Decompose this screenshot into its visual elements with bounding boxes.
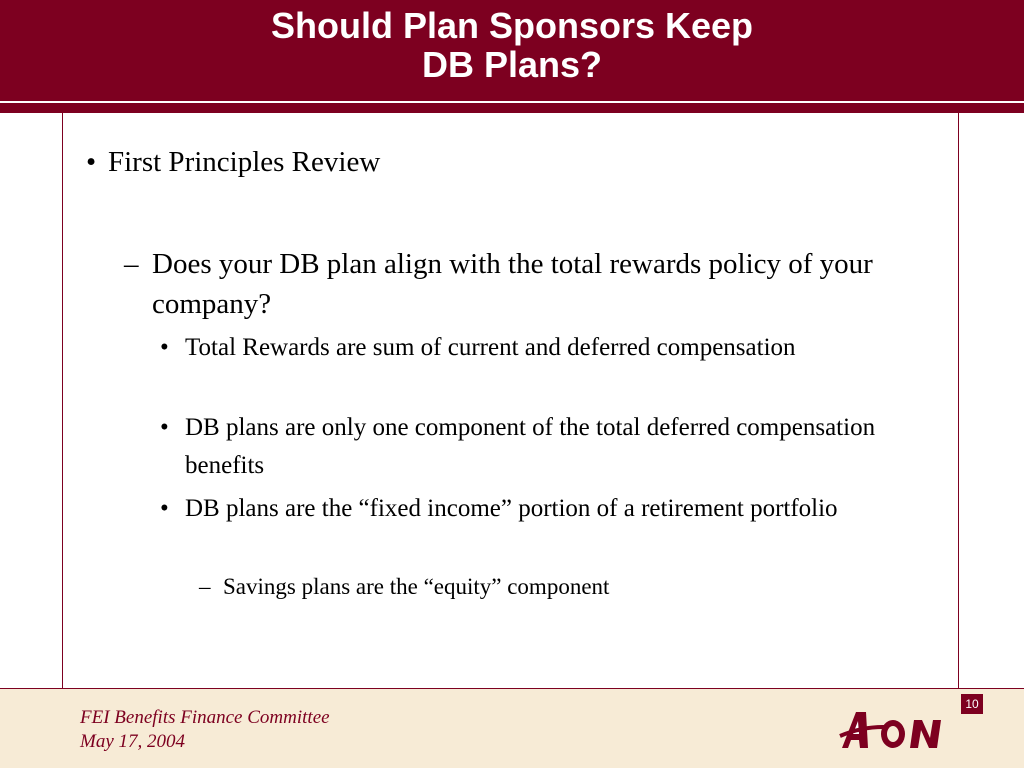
point-fixed-income bbox=[160, 490, 920, 528]
point-text: DB plans are the “fixed income” portion of a retirement portfolio bbox=[185, 495, 838, 522]
point-total-rewards bbox=[160, 329, 920, 367]
slide-title bbox=[0, 6, 1024, 84]
right-border-line bbox=[958, 113, 959, 768]
bullet-marker: • bbox=[160, 334, 169, 361]
point-db-component bbox=[160, 409, 920, 485]
sub-point-savings-plans bbox=[199, 572, 609, 602]
slide-title-line-1: Should Plan Sponsors Keep bbox=[270, 5, 754, 46]
dash-marker: – bbox=[124, 248, 139, 280]
footer-caption bbox=[80, 706, 330, 754]
footer-committee: FEI Benefits Finance Committee bbox=[80, 707, 330, 728]
point-text: DB plans are only one component of the total deferred compensation benefits bbox=[185, 414, 876, 479]
slide-title-line-2: DB Plans? bbox=[421, 44, 603, 85]
dash-marker: – bbox=[199, 574, 211, 599]
page-number-badge: 10 bbox=[961, 694, 983, 714]
bullet-first-principles bbox=[86, 143, 380, 181]
sub-bullet-text: Does your DB plan align with the total rewards policy of your company? bbox=[152, 248, 873, 320]
point-text: Total Rewards are sum of current and deferred compensation bbox=[185, 334, 796, 361]
aon-logo-icon bbox=[838, 706, 948, 754]
bullet-text: First Principles Review bbox=[108, 146, 381, 178]
aon-logo bbox=[838, 706, 948, 754]
bullet-marker: • bbox=[160, 414, 169, 441]
bullet-marker: • bbox=[86, 146, 97, 178]
sub-point-text: Savings plans are the “equity” component bbox=[223, 574, 610, 599]
bullet-marker: • bbox=[160, 495, 169, 522]
sub-bullet-db-plan-alignment bbox=[124, 244, 924, 324]
title-divider bbox=[0, 103, 1024, 113]
footer-date: May 17, 2004 bbox=[80, 731, 186, 752]
left-border-line bbox=[62, 113, 63, 768]
